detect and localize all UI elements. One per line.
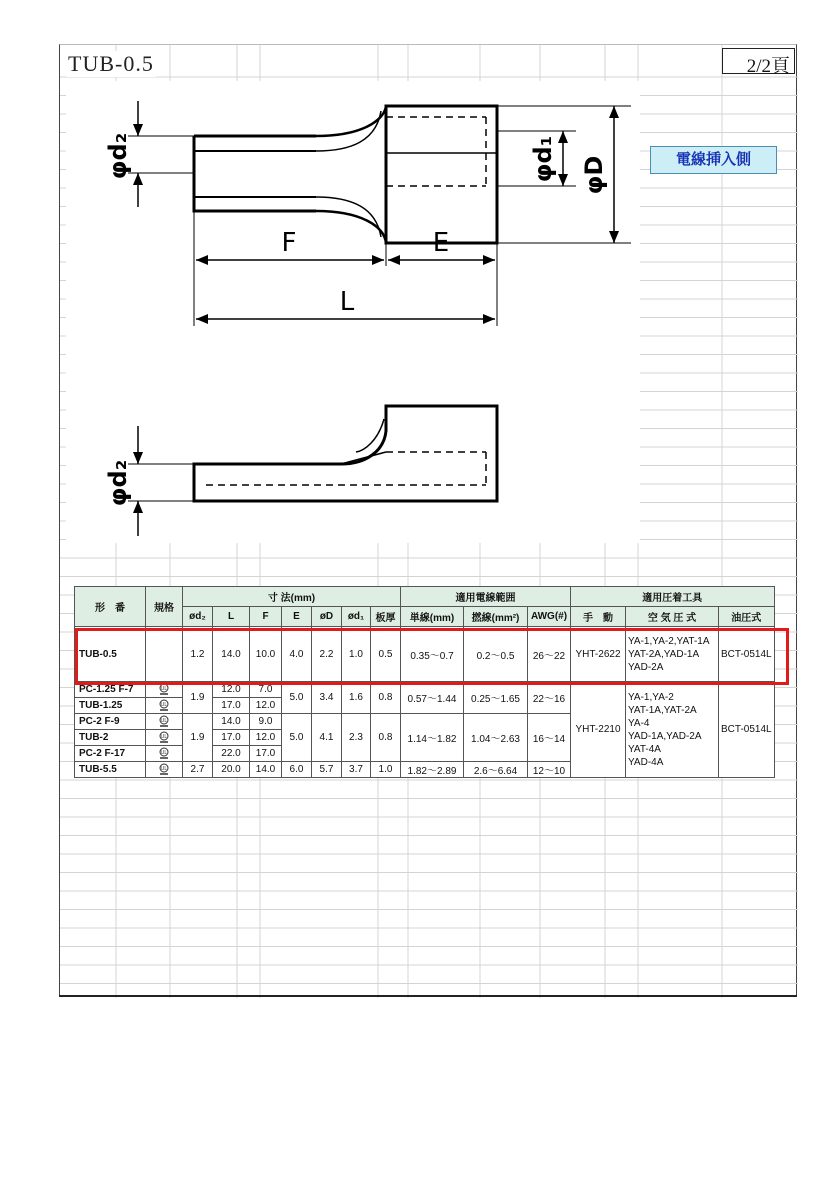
table-row [75, 627, 775, 682]
awg-cell: 16〜14 [528, 714, 571, 762]
d2-cell: 1.2 [183, 627, 213, 682]
awg-cell: 26〜22 [528, 627, 571, 682]
F-cell: 9.0 [250, 714, 282, 730]
stranded-cell: 0.25〜1.65 [464, 682, 528, 714]
ul-mark-cell [146, 714, 183, 730]
solid-cell: 1.82〜2.89 [401, 762, 464, 778]
ul-mark-cell [146, 762, 183, 778]
manual-tool-cell: YHT-2210 [571, 682, 626, 778]
thickness-cell: 0.5 [371, 627, 401, 682]
F-cell: 14.0 [250, 762, 282, 778]
header-D: øD [312, 607, 342, 627]
thickness-cell: 0.8 [371, 714, 401, 762]
model-cell: TUB-1.25 [75, 698, 146, 714]
page-title: TUB-0.5 [68, 51, 154, 76]
svg-text:UL: UL [160, 766, 168, 772]
svg-text:UL: UL [160, 718, 168, 724]
F-cell: 10.0 [250, 627, 282, 682]
header-F: F [250, 607, 282, 627]
ul-mark-icon [159, 747, 169, 760]
model-cell: PC-2 F-17 [75, 746, 146, 762]
header-stranded: 撚線(mm²) [464, 607, 528, 627]
ul-mark-cell [146, 698, 183, 714]
stranded-cell: 1.04〜2.63 [464, 714, 528, 762]
spreadsheet-page [59, 44, 797, 997]
ul-mark-icon [159, 683, 169, 696]
d2-cell: 1.9 [183, 682, 213, 714]
ul-mark-icon [159, 731, 169, 744]
svg-text:UL: UL [160, 702, 168, 708]
L-cell: 17.0 [213, 698, 250, 714]
stranded-cell: 0.2〜0.5 [464, 627, 528, 682]
L-cell: 17.0 [213, 730, 250, 746]
dim-D-label: φD [580, 155, 608, 195]
stranded-cell: 2.6〜6.64 [464, 762, 528, 778]
d2-cell: 2.7 [183, 762, 213, 778]
header-model: 形 番 [75, 587, 146, 627]
thickness-cell: 0.8 [371, 682, 401, 714]
awg-cell: 22〜16 [528, 682, 571, 714]
header-L: L [213, 607, 250, 627]
hydraulic-tool-cell: BCT-0514L [719, 627, 775, 682]
ul-mark-icon [159, 763, 169, 776]
model-cell: PC-2 F-9 [75, 714, 146, 730]
L-cell: 22.0 [213, 746, 250, 762]
dim-d1-label: φd₁ [529, 135, 557, 183]
dim-E-label: E [432, 228, 450, 258]
D-cell: 3.4 [312, 682, 342, 714]
dim-d2-label: φd₂ [104, 132, 132, 180]
solid-cell: 1.14〜1.82 [401, 714, 464, 762]
hydraulic-tool-cell: BCT-0514L [719, 682, 775, 778]
D-cell: 2.2 [312, 627, 342, 682]
model-cell: TUB-0.5 [75, 627, 146, 682]
ul-mark-cell [146, 746, 183, 762]
d1-cell: 3.7 [342, 762, 371, 778]
L-cell: 14.0 [213, 714, 250, 730]
spec-table [74, 586, 775, 778]
svg-text:UL: UL [160, 734, 168, 740]
header-pneumatic: 空 気 圧 式 [626, 607, 719, 627]
header-solid: 単線(mm) [401, 607, 464, 627]
ul-mark-icon [159, 699, 169, 712]
L-cell: 20.0 [213, 762, 250, 778]
header-dimensions: 寸 法(mm) [183, 587, 401, 607]
svg-text:UL: UL [160, 750, 168, 756]
F-cell: 7.0 [250, 682, 282, 698]
header-d2: ød₂ [183, 607, 213, 627]
standard-cell [146, 627, 183, 682]
E-cell: 6.0 [282, 762, 312, 778]
header-E: E [282, 607, 312, 627]
E-cell: 5.0 [282, 714, 312, 762]
awg-cell: 12〜10 [528, 762, 571, 778]
dimension-drawing [66, 81, 640, 543]
header-hydraulic: 油圧式 [719, 607, 775, 627]
page-bottom-border [59, 995, 797, 997]
F-cell: 17.0 [250, 746, 282, 762]
ul-mark-cell [146, 730, 183, 746]
thickness-cell: 1.0 [371, 762, 401, 778]
header-awg: AWG(#) [528, 607, 571, 627]
E-cell: 4.0 [282, 627, 312, 682]
F-cell: 12.0 [250, 730, 282, 746]
header-tools: 適用圧着工具 [571, 587, 775, 607]
D-cell: 4.1 [312, 714, 342, 762]
ul-mark-cell [146, 682, 183, 698]
header-manual: 手 動 [571, 607, 626, 627]
pneumatic-tool-cell: YA-1,YA-2,YAT-1A YAT-2A,YAD-1A YAD-2A [626, 627, 719, 682]
ul-mark-icon [159, 715, 169, 728]
pneumatic-tool-cell: YA-1,YA-2 YAT-1A,YAT-2A YA-4 YAD-1A,YAD-2A YAT-4A YAD-4A [626, 682, 719, 778]
wire-insert-side-label: 電線挿入側 [650, 146, 777, 174]
E-cell: 5.0 [282, 682, 312, 714]
terminal-drawing [66, 81, 640, 543]
L-cell: 12.0 [213, 682, 250, 698]
L-cell: 14.0 [213, 627, 250, 682]
model-cell: TUB-5.5 [75, 762, 146, 778]
svg-text:UL: UL [160, 686, 168, 692]
dim-F-label: F [281, 228, 297, 258]
manual-tool-cell: YHT-2622 [571, 627, 626, 682]
d1-cell: 2.3 [342, 714, 371, 762]
dim-L-label: L [339, 287, 355, 317]
dim-d2-side-label: φd₂ [104, 459, 132, 507]
D-cell: 5.7 [312, 762, 342, 778]
model-cell: TUB-2 [75, 730, 146, 746]
d1-cell: 1.6 [342, 682, 371, 714]
F-cell: 12.0 [250, 698, 282, 714]
header-standard: 規格 [146, 587, 183, 627]
solid-cell: 0.35〜0.7 [401, 627, 464, 682]
header-wire-range: 適用電線範囲 [401, 587, 571, 607]
page-number: 2/2頁 [722, 48, 795, 74]
solid-cell: 0.57〜1.44 [401, 682, 464, 714]
d1-cell: 1.0 [342, 627, 371, 682]
model-cell: PC-1.25 F-7 [75, 682, 146, 698]
d2-cell: 1.9 [183, 714, 213, 762]
header-thickness: 板厚 [371, 607, 401, 627]
header-d1: ød₁ [342, 607, 371, 627]
table-row [75, 682, 775, 698]
